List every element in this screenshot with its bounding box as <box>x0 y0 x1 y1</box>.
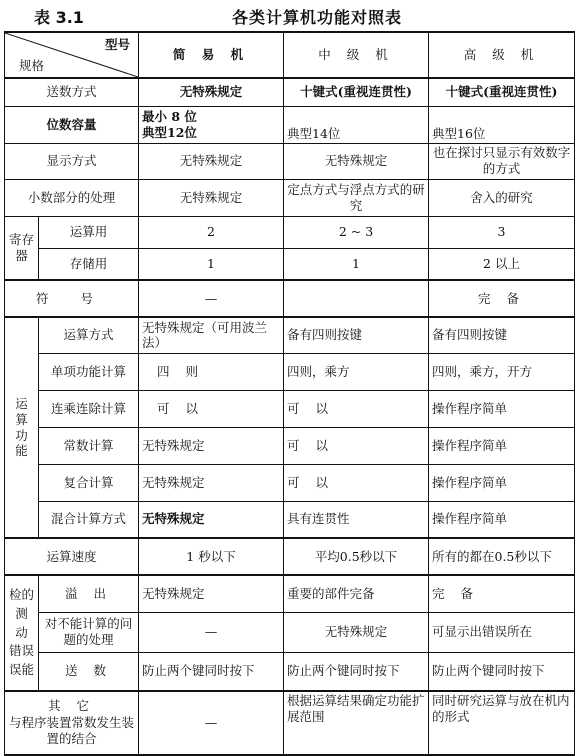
cell: 所有的都在0.5秒以下 <box>429 538 575 575</box>
cell: 四则，乘方，开方 <box>429 353 575 390</box>
table-row <box>5 501 575 538</box>
cell: 备有四则按键 <box>284 317 429 353</box>
cell: 同时研究运算与放在机内的形式 <box>429 691 575 755</box>
cell: — <box>139 691 284 755</box>
cell: — <box>139 612 284 652</box>
table-row <box>5 248 575 280</box>
cell: 十键式(重视连贯性) <box>284 78 429 106</box>
header-model-label: 型号 <box>104 37 130 52</box>
sub-label: 常数计算 <box>39 427 139 464</box>
cell: 无特殊规定 <box>139 143 284 179</box>
cell: 定点方式与浮点方式的研究 <box>284 179 429 216</box>
cell-line: 典型12位 <box>142 124 197 140</box>
cell: 防止两个键同时按下 <box>284 652 429 691</box>
table-row <box>5 106 575 143</box>
cell: 典型14位 <box>284 106 429 143</box>
sub-label: 连乘连除计算 <box>39 390 139 427</box>
cell: 防止两个键同时按下 <box>139 652 284 691</box>
table-row <box>5 464 575 501</box>
cell: 操作程序简单 <box>429 464 575 501</box>
arith-label-char: 功 <box>15 427 28 443</box>
table-caption <box>0 3 577 31</box>
cell: 十键式(重视连贯性) <box>429 78 575 106</box>
cell <box>139 106 284 143</box>
cell: 1 <box>139 248 284 280</box>
cell: 无特殊规定 <box>139 179 284 216</box>
row-label-sign: 符 号 <box>5 280 139 317</box>
cell: 操作程序简单 <box>429 390 575 427</box>
cell: 备有四则按键 <box>429 317 575 353</box>
table-row <box>5 280 575 317</box>
arith-label-char: 算 <box>15 411 28 427</box>
cell: 可 以 <box>284 464 429 501</box>
cell: 2 <box>139 216 284 248</box>
table-row <box>5 216 575 248</box>
row-label-error <box>5 575 39 691</box>
error-label-part: 检的 <box>8 587 34 603</box>
table-row <box>5 317 575 353</box>
cell: 四 则 <box>139 353 284 390</box>
cell: 可 以 <box>284 427 429 464</box>
cell: 具有连贯性 <box>284 501 429 538</box>
header-row <box>5 32 575 78</box>
sub-label: 存储用 <box>39 248 139 280</box>
sub-label: 送 数 <box>39 652 139 691</box>
error-label-part: 动 <box>15 624 28 640</box>
sub-label: 运算用 <box>39 216 139 248</box>
sub-label: 复合计算 <box>39 464 139 501</box>
sub-label: 单项功能计算 <box>39 353 139 390</box>
register-label: 寄存器 <box>8 232 34 263</box>
table-row <box>5 353 575 390</box>
cell-line: 最小 8 位 <box>142 108 197 124</box>
table-row <box>5 575 575 612</box>
table-row <box>5 538 575 575</box>
cell: 可 以 <box>284 390 429 427</box>
arith-label-char: 能 <box>15 443 28 459</box>
cell: 2 ~ 3 <box>284 216 429 248</box>
cell: 3 <box>429 216 575 248</box>
cell: 防止两个键同时按下 <box>429 652 575 691</box>
sub-label: 运算方式 <box>39 317 139 353</box>
row-label-register <box>5 216 39 280</box>
header-mid: 中 级 机 <box>284 32 429 78</box>
cell <box>284 280 429 317</box>
cell: 无特殊规定 <box>139 575 284 612</box>
row-label-arith <box>5 317 39 538</box>
cell: 1 秒以下 <box>139 538 284 575</box>
sub-label: 对不能计算的问题的处理 <box>39 612 139 652</box>
table-row <box>5 78 575 106</box>
sub-label: 混合计算方式 <box>39 501 139 538</box>
cell: 操作程序简单 <box>429 427 575 464</box>
cell: 无特殊规定 <box>139 78 284 106</box>
cell: 可显示出错误所在 <box>429 612 575 652</box>
cell: 也在探讨只显示有效数字的方式 <box>429 143 575 179</box>
cell: 四则，乘方 <box>284 353 429 390</box>
row-label-other <box>5 691 139 755</box>
row-label-decimal: 小数部分的处理 <box>5 179 139 216</box>
header-spec-label: 规格 <box>19 58 45 74</box>
cell: 无特殊规定 <box>139 427 284 464</box>
error-label-part: 错误 <box>8 643 34 659</box>
other-label: 其 它 <box>48 697 95 713</box>
cell: 典型16位 <box>429 106 575 143</box>
error-label-part: 误能 <box>8 662 34 678</box>
table-row <box>5 390 575 427</box>
table-title: 各类计算机功能对照表 <box>232 8 403 27</box>
error-label-part: 测 <box>15 605 28 621</box>
row-label-digits: 位数容量 <box>5 106 139 143</box>
cell: — <box>139 280 284 317</box>
cell: 完 备 <box>429 575 575 612</box>
cell: 完 备 <box>429 280 575 317</box>
cell: 2 以上 <box>429 248 575 280</box>
cell: 舍入的研究 <box>429 179 575 216</box>
cell: 无特殊规定 <box>284 612 429 652</box>
table-row <box>5 652 575 691</box>
cell: 无特殊规定 <box>139 501 284 538</box>
other-sub-label: 与程序装置常数发生装置的结合 <box>8 714 134 747</box>
cell: 1 <box>284 248 429 280</box>
table-row <box>5 143 575 179</box>
cell: 无特殊规定 <box>139 464 284 501</box>
arith-label-char: 运 <box>15 396 28 412</box>
table-row <box>5 427 575 464</box>
cell: 重要的部件完备 <box>284 575 429 612</box>
comparison-table <box>4 31 575 756</box>
header-high: 高 级 机 <box>429 32 575 78</box>
cell: 无特殊规定 <box>284 143 429 179</box>
cell: 可 以 <box>139 390 284 427</box>
cell: 平均0.5秒以下 <box>284 538 429 575</box>
table-row <box>5 691 575 755</box>
table-number: 表 3.1 <box>34 8 84 27</box>
row-label-speed: 运算速度 <box>5 538 139 575</box>
table-row <box>5 179 575 216</box>
header-diagonal-cell <box>5 32 139 78</box>
row-label-send-mode: 送数方式 <box>5 78 139 106</box>
sub-label: 溢 出 <box>39 575 139 612</box>
table-row <box>5 612 575 652</box>
cell: 操作程序简单 <box>429 501 575 538</box>
header-simple: 简 易 机 <box>139 32 284 78</box>
row-label-display: 显示方式 <box>5 143 139 179</box>
cell: 无特殊规定（可用波兰法） <box>139 317 284 353</box>
cell: 根据运算结果确定功能扩展范围 <box>284 691 429 755</box>
